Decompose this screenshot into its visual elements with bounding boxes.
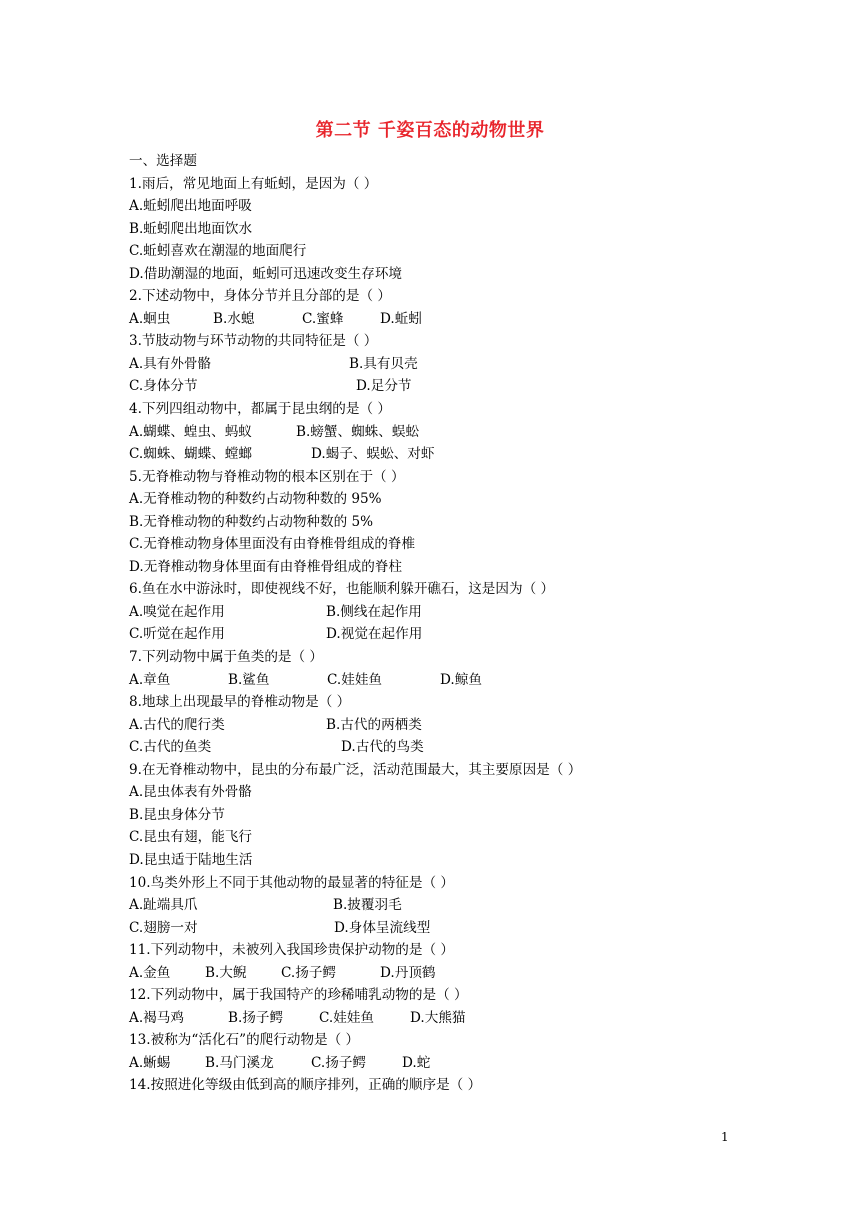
option-row <box>129 556 829 579</box>
option: D.身体呈流线型 <box>334 919 431 936</box>
section-heading: 一、选择题 <box>129 153 197 169</box>
question-stem: 1.雨后，常见地面上有蚯蚓，是因为（ ） <box>129 175 378 192</box>
option-row <box>129 894 829 917</box>
option-row <box>129 240 829 263</box>
option: C.无脊椎动物身体里面没有由脊椎骨组成的脊椎 <box>129 536 416 553</box>
option: D.视觉在起作用 <box>326 626 423 643</box>
option-row <box>129 375 829 398</box>
option-row <box>129 421 829 444</box>
option-row <box>129 533 829 556</box>
question-stem: 10.鸟类外形上不同于其他动物的最显著的特征是（ ） <box>129 874 455 891</box>
option-row <box>129 1052 829 1075</box>
option-row <box>129 353 829 376</box>
option: D.昆虫适于陆地生活 <box>129 851 253 868</box>
option: B.具有贝壳 <box>349 355 418 372</box>
option: A.蚯蚓爬出地面呼吸 <box>129 198 252 215</box>
option: B.马门溪龙 <box>205 1054 274 1071</box>
option: B.昆虫身体分节 <box>129 806 225 823</box>
option-row <box>129 917 829 940</box>
option: B.螃蟹、蜘蛛、蜈蚣 <box>296 423 420 440</box>
page-number: 1 <box>721 1130 729 1144</box>
option: A.褐马鸡 <box>129 1009 184 1026</box>
option: A.趾端具爪 <box>129 897 198 914</box>
option-row <box>129 1007 829 1030</box>
option: C.身体分节 <box>129 378 198 395</box>
option: B.鲨鱼 <box>228 671 270 688</box>
option-row <box>129 443 829 466</box>
option: B.侧线在起作用 <box>326 603 422 620</box>
option-row <box>129 263 829 286</box>
question-stem: 14.按照进化等级由低到高的顺序排列，正确的顺序是（ ） <box>129 1077 482 1094</box>
option: D.鲸鱼 <box>440 671 482 688</box>
option: B.古代的两栖类 <box>326 716 422 733</box>
option-row <box>129 511 829 534</box>
question-stem: 8.地球上出现最早的脊椎动物是（ ） <box>129 694 351 711</box>
option: D.借助潮湿的地面，蚯蚓可迅速改变生存环境 <box>129 265 403 282</box>
option: A.蜥蜴 <box>129 1054 171 1071</box>
option-row <box>129 623 829 646</box>
option: D.大熊猫 <box>410 1009 466 1026</box>
question-stem: 13.被称为“活化石”的爬行动物是（ ） <box>129 1032 360 1049</box>
question-stem: 11.下列动物中，未被列入我国珍贵保护动物的是（ ） <box>129 942 455 959</box>
question-stem: 5.无脊椎动物与脊椎动物的根本区别在于（ ） <box>129 468 405 485</box>
option: D.无脊椎动物身体里面有由脊椎骨组成的脊柱 <box>129 558 403 575</box>
option: C.扬子鳄 <box>281 964 337 981</box>
option: C.听觉在起作用 <box>129 626 225 643</box>
option: A.具有外骨骼 <box>129 355 212 372</box>
option: D.蝎子、蜈蚣、对虾 <box>311 446 435 463</box>
option: C.古代的鱼类 <box>129 739 212 756</box>
option: C.蚯蚓喜欢在潮湿的地面爬行 <box>129 243 307 260</box>
option-row <box>129 601 829 624</box>
option: D.蛇 <box>402 1054 431 1071</box>
question-list <box>129 150 829 1097</box>
option: B.大鲵 <box>205 964 247 981</box>
option: D.丹顶鹤 <box>380 964 436 981</box>
option: C.娃娃鱼 <box>327 671 383 688</box>
option: A.章鱼 <box>129 671 171 688</box>
question-stem: 6.鱼在水中游泳时，即使视线不好，也能顺利躲开礁石，这是因为（ ） <box>129 581 555 598</box>
option: A.昆虫体表有外骨骼 <box>129 784 252 801</box>
option: A.蛔虫 <box>129 310 171 327</box>
option: C.昆虫有翅，能飞行 <box>129 829 252 846</box>
option-row <box>129 826 829 849</box>
option: C.蜜蜂 <box>302 310 344 327</box>
option: C.扬子鳄 <box>311 1054 367 1071</box>
question-stem: 3.节肢动物与环节动物的共同特征是（ ） <box>129 333 378 350</box>
option: C.翅膀一对 <box>129 919 198 936</box>
option: B.披覆羽毛 <box>333 897 402 914</box>
option: D.足分节 <box>356 378 412 395</box>
option-row <box>129 714 829 737</box>
option-row <box>129 849 829 872</box>
option: B.无脊椎动物的种数约占动物种数的 5% <box>129 513 374 530</box>
option: C.蜘蛛、蝴蝶、螳螂 <box>129 446 252 463</box>
page-title: 第二节 千姿百态的动物世界 <box>315 120 545 141</box>
question-stem: 12.下列动物中，属于我国特产的珍稀哺乳动物的是（ ） <box>129 987 468 1004</box>
option: B.蚯蚓爬出地面饮水 <box>129 220 253 237</box>
option-row <box>129 669 829 692</box>
option: A.嗅觉在起作用 <box>129 603 225 620</box>
option: C.娃娃鱼 <box>319 1009 375 1026</box>
option-row <box>129 308 829 331</box>
option-row <box>129 781 829 804</box>
question-stem: 4.下列四组动物中，都属于昆虫纲的是（ ） <box>129 401 391 418</box>
question-stem: 9.在无脊椎动物中，昆虫的分布最广泛，活动范围最大，其主要原因是（ ） <box>129 761 582 778</box>
option-row <box>129 804 829 827</box>
question-stem: 7.下列动物中属于鱼类的是（ ） <box>129 649 324 666</box>
option-row <box>129 736 829 759</box>
option: A.金鱼 <box>129 964 171 981</box>
option: B.扬子鳄 <box>228 1009 284 1026</box>
question-stem: 2.下述动物中，身体分节并且分部的是（ ） <box>129 288 391 305</box>
option: A.古代的爬行类 <box>129 716 225 733</box>
option: B.水螅 <box>213 310 255 327</box>
option-row <box>129 195 829 218</box>
option: A.无脊椎动物的种数约占动物种数的 95% <box>129 491 382 508</box>
option: D.古代的鸟类 <box>341 739 424 756</box>
option-row <box>129 218 829 241</box>
option: D.蚯蚓 <box>380 310 422 327</box>
option-row <box>129 962 829 985</box>
option-row <box>129 488 829 511</box>
option: A.蝴蝶、蝗虫、蚂蚁 <box>129 423 252 440</box>
